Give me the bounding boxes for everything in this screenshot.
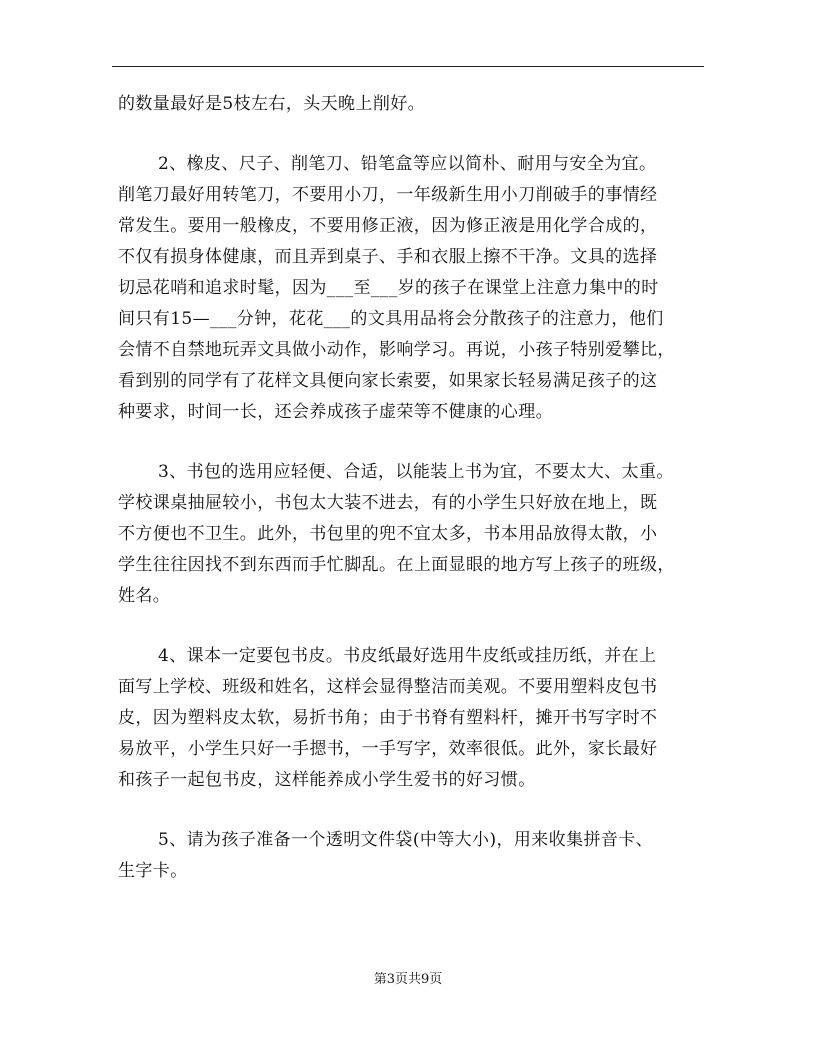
text-line: 皮，因为塑料皮太软，易折书角；由于书脊有塑料杆，摊开书写字时不 [118,708,658,728]
text-line: 易放平，小学生只好一手摁书，一手写字，效率很低。此外，家长最好 [118,739,658,759]
text-line: 面写上学校、班级和姓名，这样会显得整洁而美观。不要用塑料皮包书 [118,677,658,697]
text-line: 3、书包的选用应轻便、合适，以能装上书为宜，不要太大、太重。 [158,462,674,482]
paragraph-gap [118,431,708,460]
text-line: 和孩子一起包书皮，这样能养成小学生爱书的好习惯。 [118,770,536,790]
paragraph-gap [118,123,708,152]
text-line: 生字卡。 [118,861,188,881]
text-line: 种要求，时间一长，还会养成孩子虚荣等不健康的心理。 [118,402,553,422]
text-line: 削笔刀最好用转笔刀，不要用小刀，一年级新生用小刀削破手的事情经 [118,185,658,205]
text-line: 切忌花哨和追求时髦，因为___至___岁的孩子在课堂上注意力集中的时 [118,278,659,298]
text-line: 间只有15—___分钟，花花___的文具用品将会分散孩子的注意力，他们 [118,309,664,329]
paragraph-item-4 [118,644,708,799]
paragraph-item-5 [118,828,708,890]
paragraph-gap [118,799,708,828]
text-line: 姓名。 [118,586,171,606]
paragraph-gap [118,615,708,644]
paragraph-item-3 [118,460,708,615]
text-line: 5、请为孩子准备一个透明文件袋(中等大小)，用来收集拼音卡、 [158,830,654,850]
text-line: 常发生。要用一般橡皮，不要用修正液，因为修正液是用化学合成的， [118,216,658,236]
text-line: 的数量最好是5枝左右，头天晚上削好。 [118,94,426,114]
text-line: 不仅有损身体健康，而且弄到桌子、手和衣服上擦不干净。文具的选择 [118,247,658,267]
paragraph-item-2 [118,152,708,431]
text-line: 会情不自禁地玩弄文具做小动作，影响学习。再说，小孩子特别爱攀比， [118,340,675,360]
document-body [118,92,708,890]
paragraph-continuation [118,92,708,123]
text-line: 不方便也不卫生。此外，书包里的兜不宜太多，书本用品放得太散，小 [118,524,658,544]
text-line: 学校课桌抽屉较小，书包太大装不进去，有的小学生只好放在地上，既 [118,493,658,513]
page-number-footer: 第3页共9页 [373,972,443,987]
text-line: 看到别的同学有了花样文具便向家长索要，如果家长轻易满足孩子的这 [118,371,658,391]
header-rule [112,66,704,67]
text-line: 学生往往因找不到东西而手忙脚乱。在上面显眼的地方写上孩子的班级， [118,555,675,575]
text-line: 4、课本一定要包书皮。书皮纸最好选用牛皮纸或挂历纸，并在上 [158,646,657,666]
text-line: 2、橡皮、尺子、削笔刀、铅笔盒等应以简朴、耐用与安全为宜。 [158,154,657,174]
